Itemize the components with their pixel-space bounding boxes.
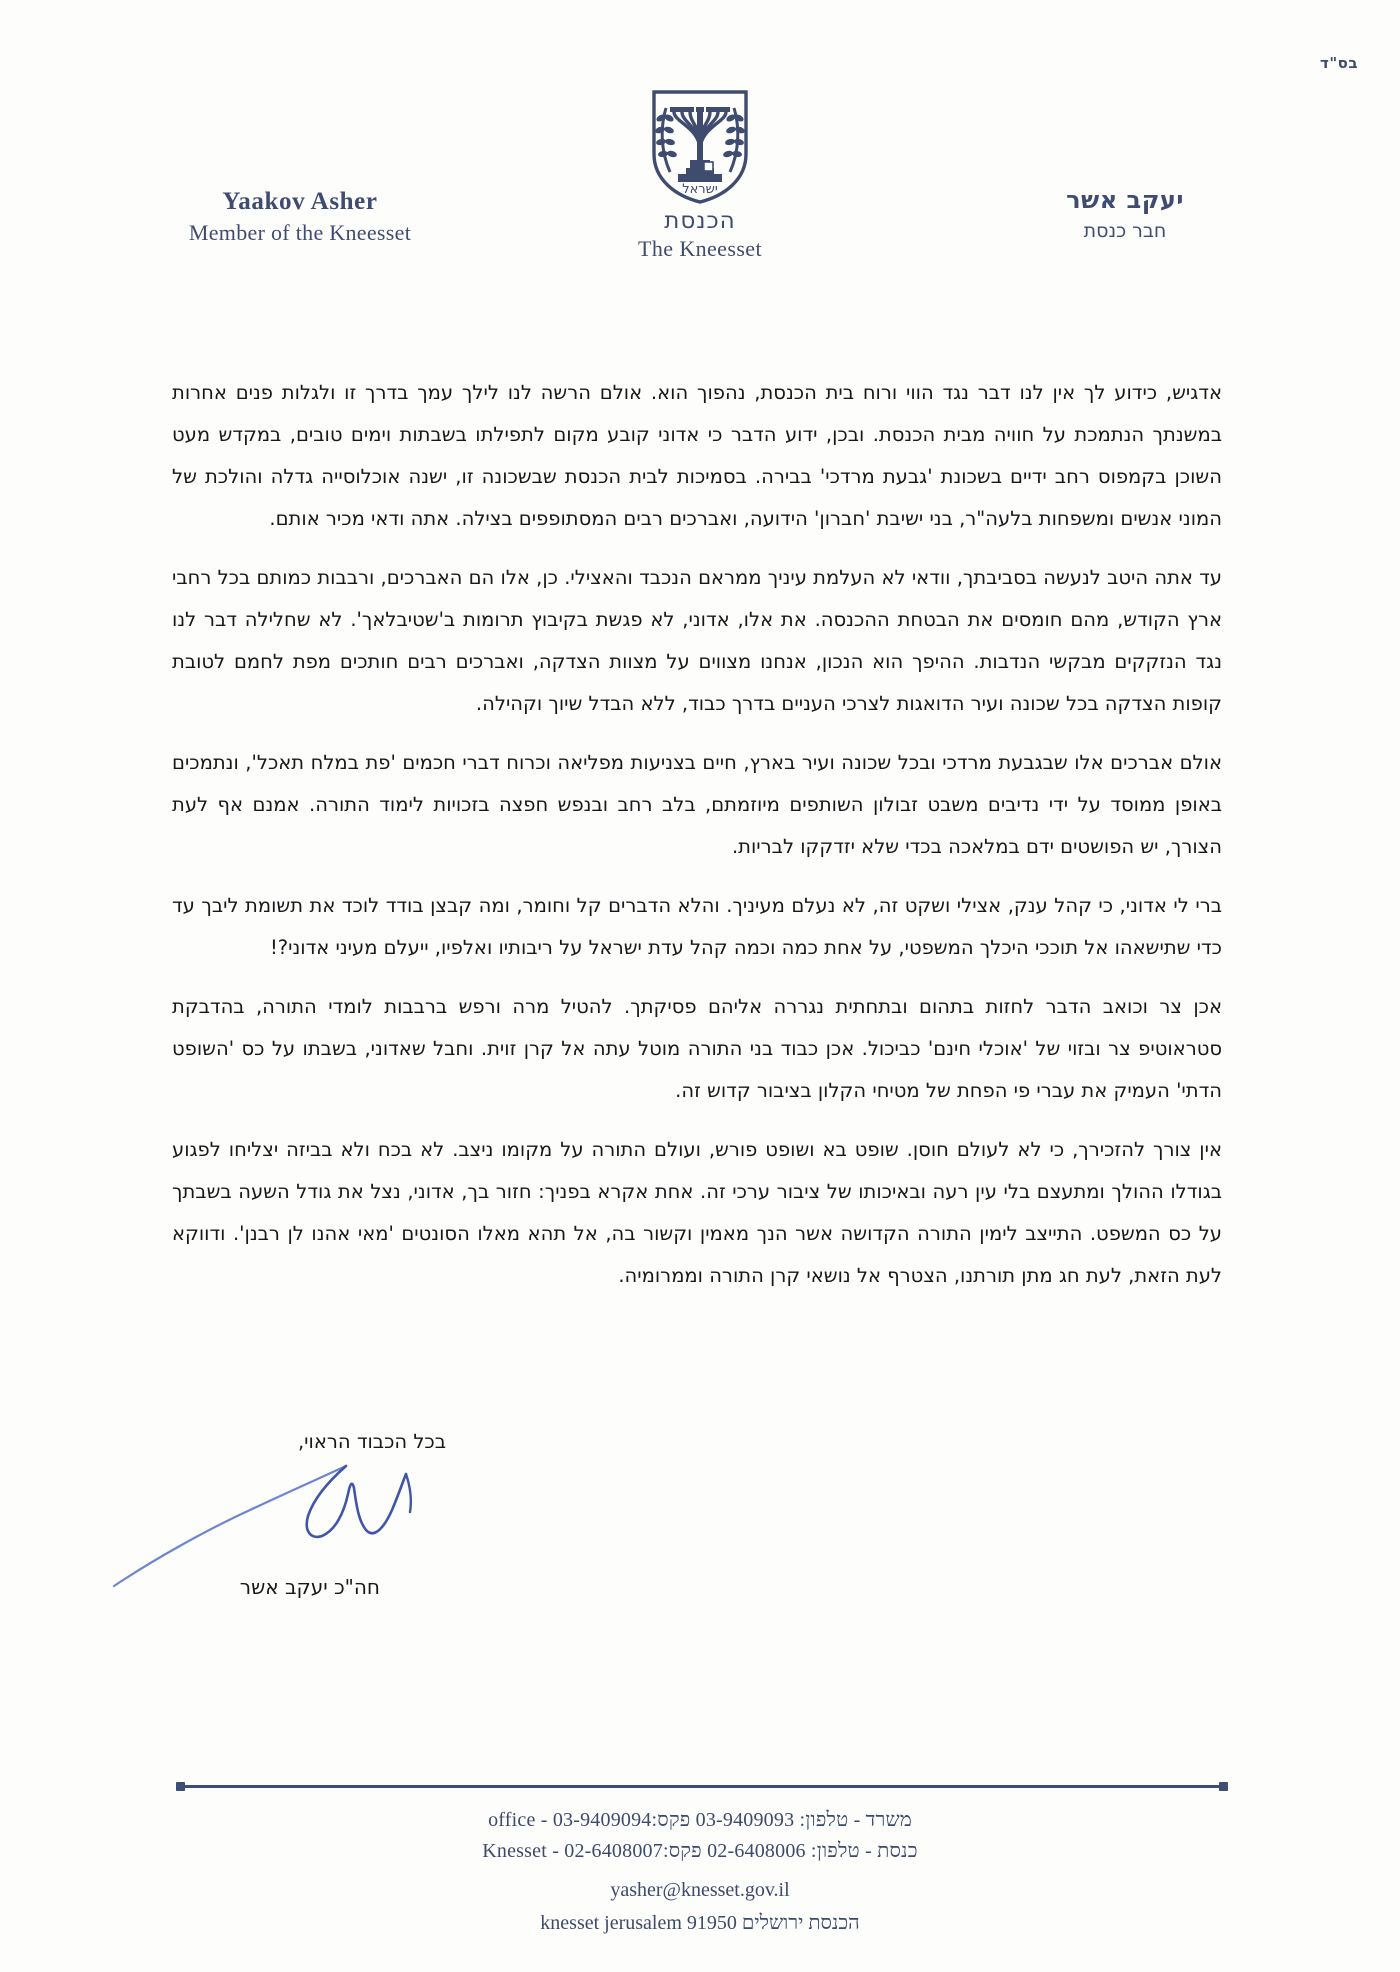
letterhead-center-hebrew: הכנסת [664, 208, 736, 234]
footer-address: הכנסת ירושלים 91950 knesset jerusalem [540, 1912, 860, 1934]
body-paragraph: אין צורך להזכירך, כי לא לעולם חוסן. שופט בא ושופט פורש, ועולם התורה על מקומו ניצב. לא בכח ולא בביזה יצליחו לפגוע בגודלו ההולך ומתעצם בלי עין רעה ובאיכותו של ציבור ערכי זה. אחת אקרא בפניך: חזור בך, אדוני, נצל את גודל השעה בשבתך על כס המשפט. התייצב לימין התורה הקדושה אשר הנך מאמין וקשור בה, אל תהא מאלו הסונטים 'מאי אהנו לן רבנן'. ודווקא לעת הזאת, לעת חג מתן תורתנו, הצטרף אל נושאי קרן התורה וממרומיה. [172, 1138, 1222, 1287]
bsd-mark: בס"ד [1320, 54, 1358, 72]
footer-office-line: משרד - טלפון: 03-9409093 פקס:03-9409094 - office [488, 1809, 912, 1831]
svg-text:ישראל: ישראל [682, 182, 718, 197]
footer-knesset-line: כנסת - טלפון: 02-6408006 פקס:02-6408007 - Knesset [482, 1840, 918, 1862]
body-paragraph: אדגיש, כידוע לך אין לנו דבר נגד הווי ורוח בית הכנסת, נהפוך הוא. אולם הרשה לנו לילך עמך בדרך זו ולגלות פנים אחרות במשנתך הנתמכת על חוויה מבית הכנסת. ובכן, ידוע הדבר כי אדוני קובע מקום לתפילתו בשבתות וימים טובים, במקדש מעט השוכן בקמפוס רחב ידיים בשכונת 'גבעת מרדכי' בבירה. בסמיכות לבית הכנסת שבשכונה זו, ישנה אוכלוסייה גדלה והולכת של המוני אנשים ומשפחות בלעה"ר, בני ישיבת 'חברון' הידועה, ואברכים רבים המסתופפים בצילה. אתה ודאי מכיר אותם. [172, 381, 1222, 530]
letterhead-english-name: Yaakov Asher [222, 188, 378, 215]
footer [0, 1805, 1400, 1939]
letterhead-hebrew-role: חבר כנסת [1083, 219, 1167, 242]
body-paragraph: אולם אברכים אלו שבגבעת מרדכי ובכל שכונה ועיר בארץ, חיים בצניעות מפליאה וכרוח דברי חכמים 'פת במלח תאכל', ונתמכים באופן ממוסד על ידי נדיבים משבט זבולון השותפים מיוזמתם, בלב רחב ובנפש חפצה בזכויות לימוד התורה. אמנם אף לעת הצורך, יש הפושטים ידם במלאכה בכדי שלא יזדקקו לבריות. [172, 751, 1222, 858]
handwritten-signature [110, 1440, 440, 1590]
body-paragraph: עד אתה היטב לנעשה בסביבתך, וודאי לא העלמת עיניך ממראם הנכבד והאצילי. כן, אלו הם האברכים, ורבבות כמותם בכל רחבי ארץ הקודש, מהם חומסים את הבטחת ההכנסה. את אלו, אדוני, לא פגשת בקיבוץ תרומות ב'שטיבלאך'. לא שחלילה דבר לנו נגד הנזקקים מבקשי הנדבות. ההיפך הוא הנכון, אנחנו מצווים על מצוות הצדקה, ואברכים רבים חותכים מפת לחמם לטובת קופות הצדקה בכל שכונה ועיר הדואגות לצרכי העניים בדרך כבוד, ללא הבדל שיוך וקהילה. [172, 566, 1222, 715]
body-paragraph: ברי לי אדוני, כי קהל ענק, אצילי ושקט זה, לא נעלם מעיניך. והלא הדברים קל וחומר, ומה קבצן בודד לוכד את תשומת ליבך עד כדי שתישאהו אל תוככי היכלך המשפטי, על אחת כמה וכמה קהל עדת ישראל על ריבותיו ואלפיו, ייעלם מעיני אדוני?! [172, 894, 1222, 959]
letterhead-english-role: Member of the Kneesset [188, 219, 412, 245]
letter-body [172, 372, 1222, 1297]
signer-name: חה"כ יעקב אשר [239, 1575, 380, 1599]
letterhead-hebrew-block [960, 186, 1290, 243]
letterhead-hebrew-name: יעקב אשר [1066, 186, 1184, 214]
footer-email: yasher@knesset.gov.il [610, 1879, 790, 1901]
letterhead-center-english: The Kneesset [638, 235, 762, 261]
footer-divider [182, 1785, 1222, 1788]
closing-salutation: בכל הכבוד הראוי, [297, 1430, 446, 1453]
letterhead [0, 88, 1400, 268]
body-paragraph: אכן צר וכואב הדבר לחזות בתהום ובתחתית נגררה אליהם פסיקתך. להטיל מרה ורפש ברבבות לומדי התורה, בהדבקת סטראוטיפ צר ובזוי של 'אוכלי חינם' כביכול. אכן כבוד בני התורה מוטל עתה אל קרן זוית. וחבל שאדוני, בשבתו על כס 'השופט הדתי' העמיק את עברי פי הפחת של מטיחי הקלון בציבור קדוש זה. [172, 995, 1222, 1102]
